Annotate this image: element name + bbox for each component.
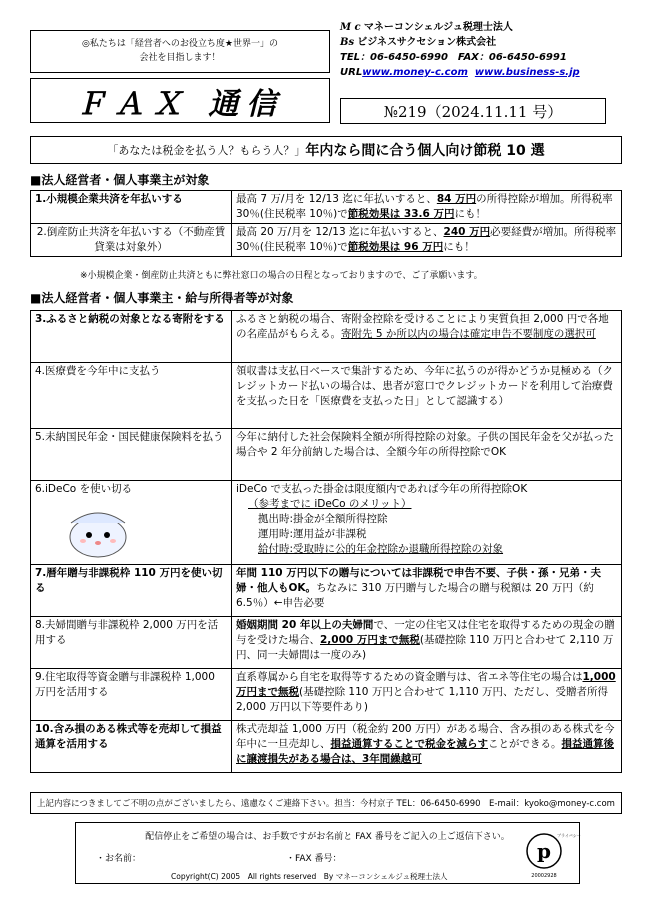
section2-title: ■法人経営者・個人事業主・給与所得者等が対象	[30, 291, 294, 305]
company2-logo: Bs	[340, 37, 355, 48]
privacy-mark-text: プライバシー	[557, 833, 581, 838]
headline	[30, 136, 622, 164]
item10-title: 10.含み損のある株式等を売却して損益通算を活用する	[31, 721, 232, 773]
url2-link[interactable]: www.business-s.jp	[474, 67, 580, 78]
item8-desc: 婚姻期間 20 年以上の夫婦間で、一定の住宅又は住宅を取得するための現金の贈与を受けた場合、2,000 万円まで無税(基礎控除 110 万円と合わせて 2,110 万円、同一夫婦間は一度のみ)	[232, 617, 622, 669]
tel-fax: TEL：06-6450-6990 FAX：06-6450-6991	[340, 52, 567, 63]
table1	[30, 190, 622, 257]
section1-title: ■法人経営者・個人事業主が対象	[30, 173, 210, 187]
item5-desc: 今年に納付した社会保険料全額が所得控除の対象。子供の国民年金を父が払った場合や 2 年分前納した場合は、全額今年の所得控除でOK	[232, 429, 622, 481]
company1-name: マネーコンシェルジュ税理士法人	[363, 22, 513, 33]
item7-desc: 年間 110 万円以下の贈与については非課税で申告不要、子供・孫・兄弟・夫婦・他人もOK。ちなみに 310 万円贈与した場合の贈与税額は 20 万円（約 6.5％）←申告必要	[232, 565, 622, 617]
company-info	[340, 20, 640, 80]
table-row	[31, 429, 622, 481]
contact-line: 上記内容につきましてご不明の点がございましたら、遠慮なくご連絡下さい。担当：今村京子 TEL：06-6450-6990 E-mail：kyoko@money-c.com	[30, 792, 622, 814]
motto-line-1: ◎私たちは「経営者へのお役立ち度★世界一」の	[82, 39, 278, 49]
item9-desc: 直系尊属から自宅を取得等するための資金贈与は、省エネ等住宅の場合は1,000 万円まで無税(基礎控除 110 万円と合わせて 1,110 万円、ただし、受贈者所得 2,000 万円以下等要件あり)	[232, 669, 622, 721]
table-row	[31, 311, 622, 363]
table-row	[31, 224, 622, 257]
item1-desc: 最高 7 万/月を 12/13 迄に年払いすると、84 万円の所得控除が増加。所得税率 30％(住民税率 10％)で節税効果は 33.6 万円にも！	[232, 191, 622, 224]
note: ※小規模企業・倒産防止共済ともに弊社窓口の場合の日程となっておりますので、ご了承願います。	[80, 271, 483, 281]
item6-desc: iDeCo で支払った掛金は限度額内であれば今年の所得控除OK （参考までに iDeCo のメリット） 拠出時:掛金が全額所得控除 運用時:運用益が非課税 給付時:受取時に公的年金控除か退職所得控除の対象	[232, 481, 622, 565]
table-row	[31, 669, 622, 721]
item2-title: 2.倒産防止共済を年払いする（不動産賃貸業は対象外）	[31, 224, 232, 257]
company1-logo: M c	[340, 22, 361, 33]
item2-desc: 最高 20 万/月を 12/13 迄に年払いすると、240 万円必要経費が増加。所得税率 30％(住民税率 10％)で節税効果は 96 万円にも！	[232, 224, 622, 257]
issue-number: №219（2024.11.11 号）	[340, 98, 606, 124]
fax-title: ＦＡＸ 通信	[30, 78, 330, 123]
item3-title: 3.ふるさと納税の対象となる寄附をする	[31, 311, 232, 363]
item7-title: 7.暦年贈与非課税枠 110 万円を使い切る	[31, 565, 232, 617]
motto-box	[30, 30, 330, 73]
table-row	[31, 363, 622, 429]
privacy-mark-icon	[521, 829, 581, 879]
table2	[30, 310, 622, 773]
item5-title: 5.未納国民年金・国民健康保険料を払う	[31, 429, 232, 481]
table-row	[31, 721, 622, 773]
name-label: ・お名前：	[96, 854, 142, 864]
url1-link[interactable]: www.money-c.com	[362, 67, 468, 78]
copyright: Copyright(C) 2005 All rights reserved By マネーコンシェルジュ税理士法人	[171, 872, 448, 881]
item10-desc: 株式売却益 1,000 万円（税金約 200 万円）がある場合、含み損のある株式を今年中に一旦売却し、損益通算することで税金を減らすことができる。損益通算後に譲渡損失がある場合は、3年間繰越可	[232, 721, 622, 773]
table-row	[31, 617, 622, 669]
mascot-illustration	[61, 503, 135, 559]
headline-question: 「あなたは税金を払う人？もらう人？」	[107, 144, 306, 157]
item1-title: 1.小規模企業共済を年払いする	[31, 191, 232, 224]
headline-title: 年内なら間に合う個人向け節税 10 選	[305, 143, 545, 159]
table-row	[31, 191, 622, 224]
item8-title: 8.夫婦間贈与非課税枠 2,000 万円を活用する	[31, 617, 232, 669]
privacy-mark-number: 20002928	[531, 873, 557, 879]
item4-title: 4.医療費を今年中に支払う	[31, 363, 232, 429]
optout-text: 配信停止をご希望の場合は、お手数ですがお名前と FAX 番号をご記入の上ご返信下さい。	[145, 832, 510, 842]
company2-name: ビジネスサクセション株式会社	[357, 37, 497, 48]
motto-line-2: 会社を目指します！	[139, 53, 221, 63]
svg-text:p: p	[537, 839, 551, 863]
url-label: URL	[340, 67, 363, 78]
item6-title: 6.iDeCo を使い切る	[31, 481, 232, 565]
item9-title: 9.住宅取得等資金贈与非課税枠 1,000 万円を活用する	[31, 669, 232, 721]
fax-label: ・FAX 番号：	[286, 854, 342, 864]
optout-box	[75, 822, 580, 884]
table-row	[31, 481, 622, 565]
item3-desc: ふるさと納税の場合、寄附金控除を受けることにより実質負担 2,000 円で各地の名産品がもらえる。寄附先 5 か所以内の場合は確定申告不要制度の選択可	[232, 311, 622, 363]
table-row	[31, 565, 622, 617]
item4-desc: 領収書は支払日ベースで集計するため、今年に払うのが得かどうか見極める（クレジットカード払いの場合は、患者が窓口でクレジットカードを利用して治療費を支払った日を「医療費を支払った日」として認識する）	[232, 363, 622, 429]
